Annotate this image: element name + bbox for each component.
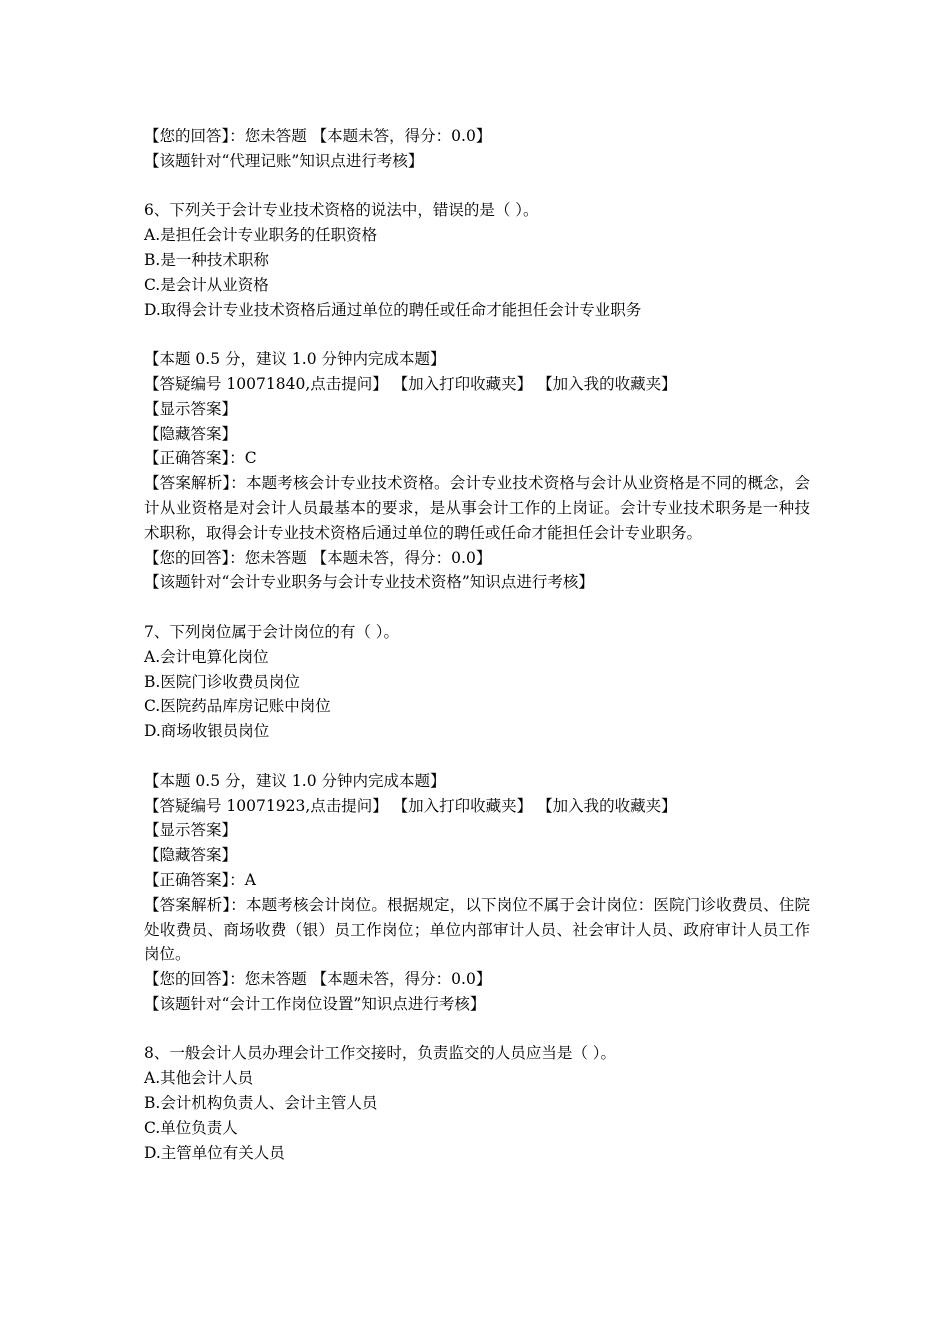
correct-answer: 【正确答案】：A [144,870,256,889]
correct-answer: 【正确答案】：C [144,449,257,468]
your-answer: 【您的回答】：您未答题 【本题未答，得分：0.0】 [144,548,492,567]
q5-knowledge-point: 【该题针对“代理记账”知识点进行考核】 [144,151,424,170]
option-a: A.其他会计人员 [144,1069,254,1088]
question-meta: 【本题 0.5 分，建议 1.0 分钟内完成本题】 [144,771,446,790]
spacer [144,744,810,769]
question-meta: 【本题 0.5 分，建议 1.0 分钟内完成本题】 [144,350,446,369]
question-tools[interactable]: 【答疑编号 10071923,点击提问】 【加入打印收藏夹】 【加入我的收藏夹】 [144,796,677,815]
hide-answer-link[interactable]: 【隐藏答案】 [144,846,238,865]
option-c: C.单位负责人 [144,1118,238,1137]
answer-analysis: 【答案解析】：本题考核会计专业技术资格。会计专业技术资格与会计从业资格是不同的概念，会计从业资格是对会计人员最基本的要求，是从事会计工作的上岗证。会计专业技术职务是一种技术职称，取得会计专业技术资格后通过单位的聘任或任命才能担任会计专业职务。 [144,474,810,542]
hide-answer-link[interactable]: 【隐藏答案】 [144,424,238,443]
show-answer-link[interactable]: 【显示答案】 [144,399,238,418]
question-tools[interactable]: 【答疑编号 10071840,点击提问】 【加入打印收藏夹】 【加入我的收藏夹】 [144,374,677,393]
option-c: C.医院药品库房记账中岗位 [144,697,331,716]
option-d: D.主管单位有关人员 [144,1143,285,1162]
option-b: B.是一种技术职称 [144,250,269,269]
question-7 [144,620,810,1017]
option-b: B.医院门诊收费员岗位 [144,672,300,691]
question-8 [144,1041,810,1165]
knowledge-point: 【该题针对“会计专业职务与会计专业技术资格”知识点进行考核】 [144,573,594,592]
document-content [144,124,810,1165]
question-stem: 8、一般会计人员办理会计工作交接时，负责监交的人员应当是（ ）。 [144,1044,617,1063]
spacer [144,595,810,620]
spacer [144,1017,810,1042]
spacer [144,174,810,199]
option-c: C.是会计从业资格 [144,275,269,294]
knowledge-point: 【该题针对“会计工作岗位设置”知识点进行考核】 [144,994,486,1013]
your-answer: 【您的回答】：您未答题 【本题未答，得分：0.0】 [144,970,492,989]
spacer [144,322,810,347]
option-d: D.商场收银员岗位 [144,722,270,741]
q5-your-answer: 【您的回答】：您未答题 【本题未答，得分：0.0】 [144,127,492,145]
show-answer-link[interactable]: 【显示答案】 [144,821,238,840]
question-stem: 7、下列岗位属于会计岗位的有（ ）。 [144,622,400,641]
option-a: A.是担任会计专业职务的任职资格 [144,226,378,245]
question-6 [144,198,810,595]
option-a: A.会计电算化岗位 [144,647,269,666]
option-d: D.取得会计专业技术资格后通过单位的聘任或任命才能担任会计专业职务 [144,300,642,319]
question-stem: 6、下列关于会计专业技术资格的说法中，错误的是（ ）。 [144,201,539,220]
answer-analysis: 【答案解析】：本题考核会计岗位。根据规定，以下岗位不属于会计岗位：医院门诊收费员、住院处收费员、商场收费（银）员工作岗位；单位内部审计人员、社会审计人员、政府审计人员工作岗位。 [144,895,810,964]
option-b: B.会计机构负责人、会计主管人员 [144,1094,378,1113]
